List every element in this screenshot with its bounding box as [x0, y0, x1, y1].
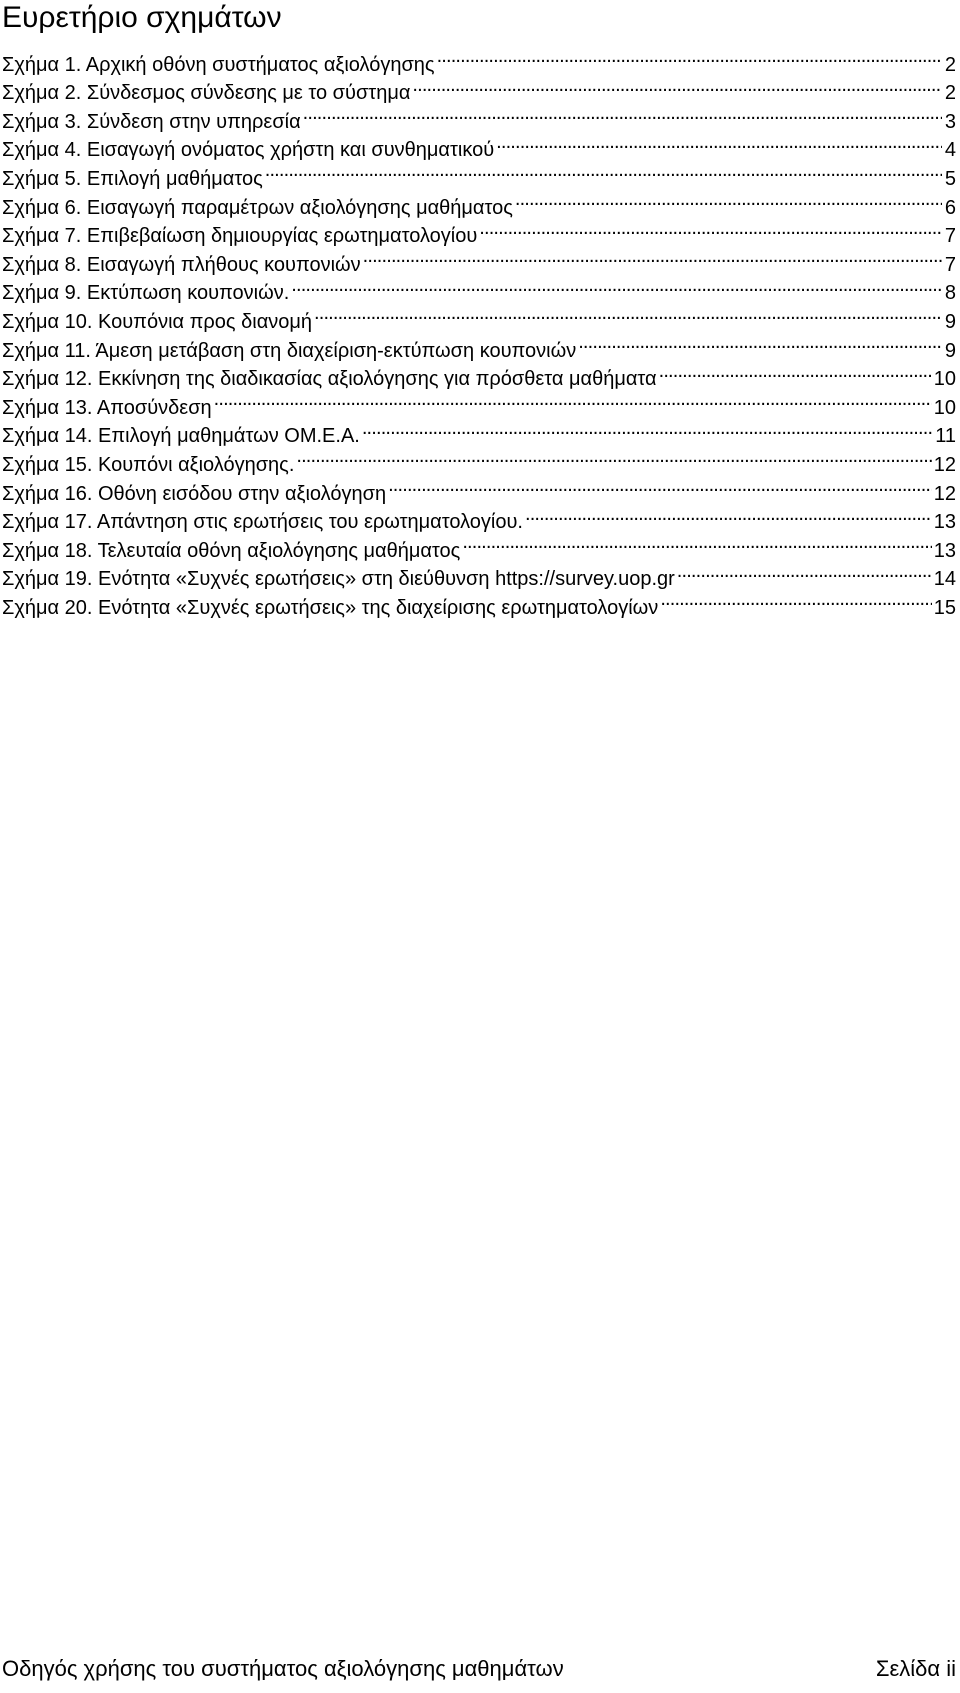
figure-entry-page-number: 8 [944, 282, 956, 305]
figure-entry-page-number: 7 [944, 253, 956, 276]
dot-leader [296, 442, 931, 471]
figure-entry-page-number: 4 [944, 139, 956, 162]
dot-leader [265, 156, 942, 185]
figure-entry-label: Σχήμα 10. Κουπόνια προς διανομή [2, 310, 313, 333]
figure-entry-label: Σχήμα 14. Επιλογή μαθημάτων ΟΜ.Ε.Α. [2, 425, 360, 448]
figure-entry-page-number: 7 [944, 225, 956, 248]
dot-leader [388, 471, 932, 500]
dot-leader [214, 385, 932, 414]
figure-entry-page-number: 13 [933, 539, 956, 562]
figure-entry-page-number: 10 [933, 396, 956, 419]
page-footer [2, 1654, 956, 1684]
dot-leader [496, 128, 942, 157]
figure-entry-page-number: 10 [933, 368, 956, 391]
figure-entry-label: Σχήμα 6. Εισαγωγή παραμέτρων αξιολόγησης μαθήματος [2, 196, 513, 219]
dot-leader [303, 99, 942, 128]
figure-entry-page-number: 11 [935, 425, 956, 448]
figure-entry-label: Σχήμα 11. Άμεση μετάβαση στη διαχείριση-εκτύπωση κουπονιών [2, 339, 577, 362]
footer-page-number: Σελίδα ii [875, 1656, 956, 1681]
footer-document-title: Οδηγός χρήσης του συστήματος αξιολόγησης μαθημάτων [2, 1656, 564, 1681]
figure-entry-label: Σχήμα 9. Εκτύπωση κουπονιών. [2, 282, 290, 305]
figure-entry-label: Σχήμα 18. Τελευταία οθόνη αξιολόγησης μαθήματος [2, 539, 461, 562]
figure-entry-label: Σχήμα 13. Αποσύνδεση [2, 396, 212, 419]
dot-leader [363, 242, 942, 271]
figure-entry-page-number: 12 [933, 453, 956, 476]
dot-leader [291, 271, 942, 300]
dot-leader [462, 528, 931, 557]
figure-entry-page-number: 5 [944, 167, 956, 190]
figure-entry-page-number: 14 [933, 568, 956, 591]
figure-index-list [2, 42, 956, 619]
figure-entry-label: Σχήμα 19. Ενότητα «Συχνές ερωτήσεις» στη διεύθυνση https://survey.uop.gr [2, 568, 675, 591]
figure-entry-page-number: 3 [944, 110, 956, 133]
figure-entry-page-number: 15 [933, 596, 956, 619]
figure-entry-label: Σχήμα 5. Επιλογή μαθήματος [2, 167, 263, 190]
figure-entry-label: Σχήμα 17. Απάντηση στις ερωτήσεις του ερωτηματολογίου. [2, 511, 523, 534]
figure-entry-page-number: 9 [944, 310, 956, 333]
figure-entry-label: Σχήμα 2. Σύνδεσμος σύνδεσης με το σύστημα [2, 82, 411, 105]
figure-entry-label: Σχήμα 4. Εισαγωγή ονόματος χρήστη και συνθηματικού [2, 139, 495, 162]
figure-entry-page-number: 12 [933, 482, 956, 505]
dot-leader [578, 328, 942, 357]
dot-leader [515, 185, 942, 214]
dot-leader [677, 557, 932, 586]
figure-entry-label: Σχήμα 16. Οθόνη εισόδου στην αξιολόγηση [2, 482, 387, 505]
figure-entry-page-number: 6 [944, 196, 956, 219]
figure-index-entry[interactable] [2, 42, 956, 76]
figure-entry-label: Σχήμα 1. Αρχική οθόνη συστήματος αξιολόγησης [2, 53, 435, 76]
figure-entry-page-number: 2 [944, 82, 956, 105]
dot-leader [412, 71, 942, 100]
figure-entry-page-number: 13 [933, 511, 956, 534]
dot-leader [479, 214, 942, 243]
dot-leader [362, 414, 933, 443]
figure-entry-label: Σχήμα 3. Σύνδεση στην υπηρεσία [2, 110, 301, 133]
figure-entry-label: Σχήμα 7. Επιβεβαίωση δημιουργίας ερωτηματολογίου [2, 225, 478, 248]
dot-leader [314, 299, 942, 328]
page-title: Ευρετήριο σχημάτων [2, 1, 282, 34]
dot-leader [659, 357, 932, 386]
figure-entry-label: Σχήμα 12. Εκκίνηση της διαδικασίας αξιολόγησης για πρόσθετα μαθήματα [2, 368, 657, 391]
figure-entry-page-number: 9 [944, 339, 956, 362]
dot-leader [437, 42, 942, 71]
figure-entry-label: Σχήμα 20. Ενότητα «Συχνές ερωτήσεις» της διαχείρισης ερωτηματολογίων [2, 596, 659, 619]
figure-entry-page-number: 2 [944, 53, 956, 76]
dot-leader [660, 585, 931, 614]
figure-entry-label: Σχήμα 8. Εισαγωγή πλήθους κουπονιών [2, 253, 361, 276]
dot-leader [525, 500, 932, 529]
figure-entry-label: Σχήμα 15. Κουπόνι αξιολόγησης. [2, 453, 295, 476]
